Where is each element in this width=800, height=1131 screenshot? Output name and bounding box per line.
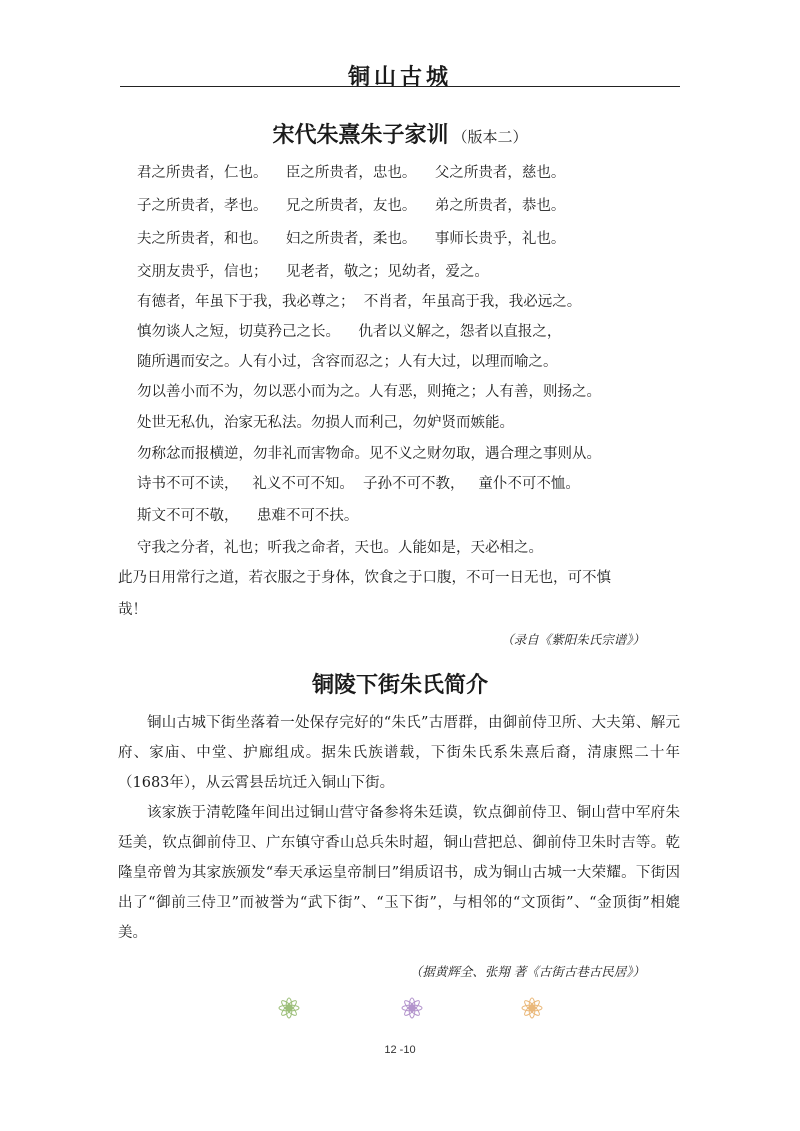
section1-subtitle: （版本二） bbox=[452, 128, 528, 146]
verse-line: 勿称忿而报横逆，勿非礼而害物命。见不义之财勿取，遇合理之事则从。 bbox=[137, 446, 601, 462]
verse-line: 处世无私仇，治家无私法。勿损人而利己，勿妒贤而嫉能。 bbox=[137, 415, 514, 431]
verse-line: 夫之所贵者，和也。 妇之所贵者，柔也。 事师长贵乎，礼也。 bbox=[137, 231, 566, 247]
section2-paragraph: 铜山古城下街坐落着一处保存完好的“朱氏”古厝群，由御前侍卫所、大夫第、解元府、家庙、中堂、护廊组成。据朱氏族谱载，下街朱氏系朱熹后裔，清康熙二十年（1683年），从云霄县岳坑迁入铜山下街。 bbox=[118, 715, 680, 791]
green-flower-icon bbox=[277, 996, 301, 1020]
verse-line: 守我之分者，礼也；听我之命者，天也。人能如是，天必相之。 bbox=[137, 540, 543, 556]
section1-source: （录自《紫阳朱氏宗谱》） bbox=[501, 632, 645, 647]
verse-line: 慎勿谈人之短，切莫矜己之长。 仇者以义解之，怨者以直报之， bbox=[137, 324, 562, 340]
verse-line: 斯文不可不敬， 患难不可不扶。 bbox=[137, 508, 359, 524]
section1-title-block bbox=[0, 118, 800, 149]
verse-line: 随所遇而安之。人有小过，含容而忍之；人有大过，以理而喻之。 bbox=[137, 354, 558, 370]
verse-line: 君之所贵者，仁也。 臣之所贵者，忠也。 父之所贵者，慈也。 bbox=[137, 165, 566, 181]
verse-line: 诗书不可不读， 礼义不可不知。 子孙不可不教， 童仆不可不恤。 bbox=[137, 476, 580, 492]
page-number: 12 -10 bbox=[384, 1044, 416, 1056]
section2-paragraph: 该家族于清乾隆年间出过铜山营守备参将朱廷谟，钦点御前侍卫、铜山营中军府朱廷美，钦点御前侍卫、广东镇守香山总兵朱时超，铜山营把总、御前侍卫朱时吉等。乾隆皇帝曾为其家族颁发“奉天承运皇帝制曰”绢质诏书，成为铜山古城一大荣耀。下街因出了“御前三侍卫”而被誉为“武下街”、“玉下街”，与相邻的“文顶街”、“金顶街”相媲美。 bbox=[118, 805, 680, 941]
orange-flower-icon bbox=[520, 996, 544, 1020]
purple-flower-icon bbox=[400, 996, 424, 1020]
verse-line: 子之所贵者，孝也。 兄之所贵者，友也。 弟之所贵者，恭也。 bbox=[137, 198, 566, 214]
verse-line: 勿以善小而不为，勿以恶小而为之。人有恶，则掩之；人有善，则扬之。 bbox=[137, 384, 601, 400]
header-divider bbox=[120, 86, 680, 87]
verse-line: 有德者，年虽下于我，我必尊之； 不肖者，年虽高于我，我必远之。 bbox=[137, 294, 582, 310]
section1-title: 宋代朱熹朱子家训 bbox=[272, 123, 449, 148]
verse-line: 此乃日用常行之道，若衣服之于身体，饮食之于口腹，不可一日无也，可不慎 bbox=[118, 570, 611, 586]
decorative-flowers bbox=[0, 996, 800, 1020]
verse-line: 交朋友贵乎，信也； 见老者，敬之；见幼者，爱之。 bbox=[137, 264, 489, 280]
section2-source: （据黄辉全、张翔 著《古街古巷古民居》） bbox=[409, 964, 645, 979]
section2-title: 铜陵下街朱氏简介 bbox=[311, 673, 488, 698]
verse-line: 哉！ bbox=[118, 602, 147, 618]
header-title: 铜山古城 bbox=[347, 64, 452, 90]
